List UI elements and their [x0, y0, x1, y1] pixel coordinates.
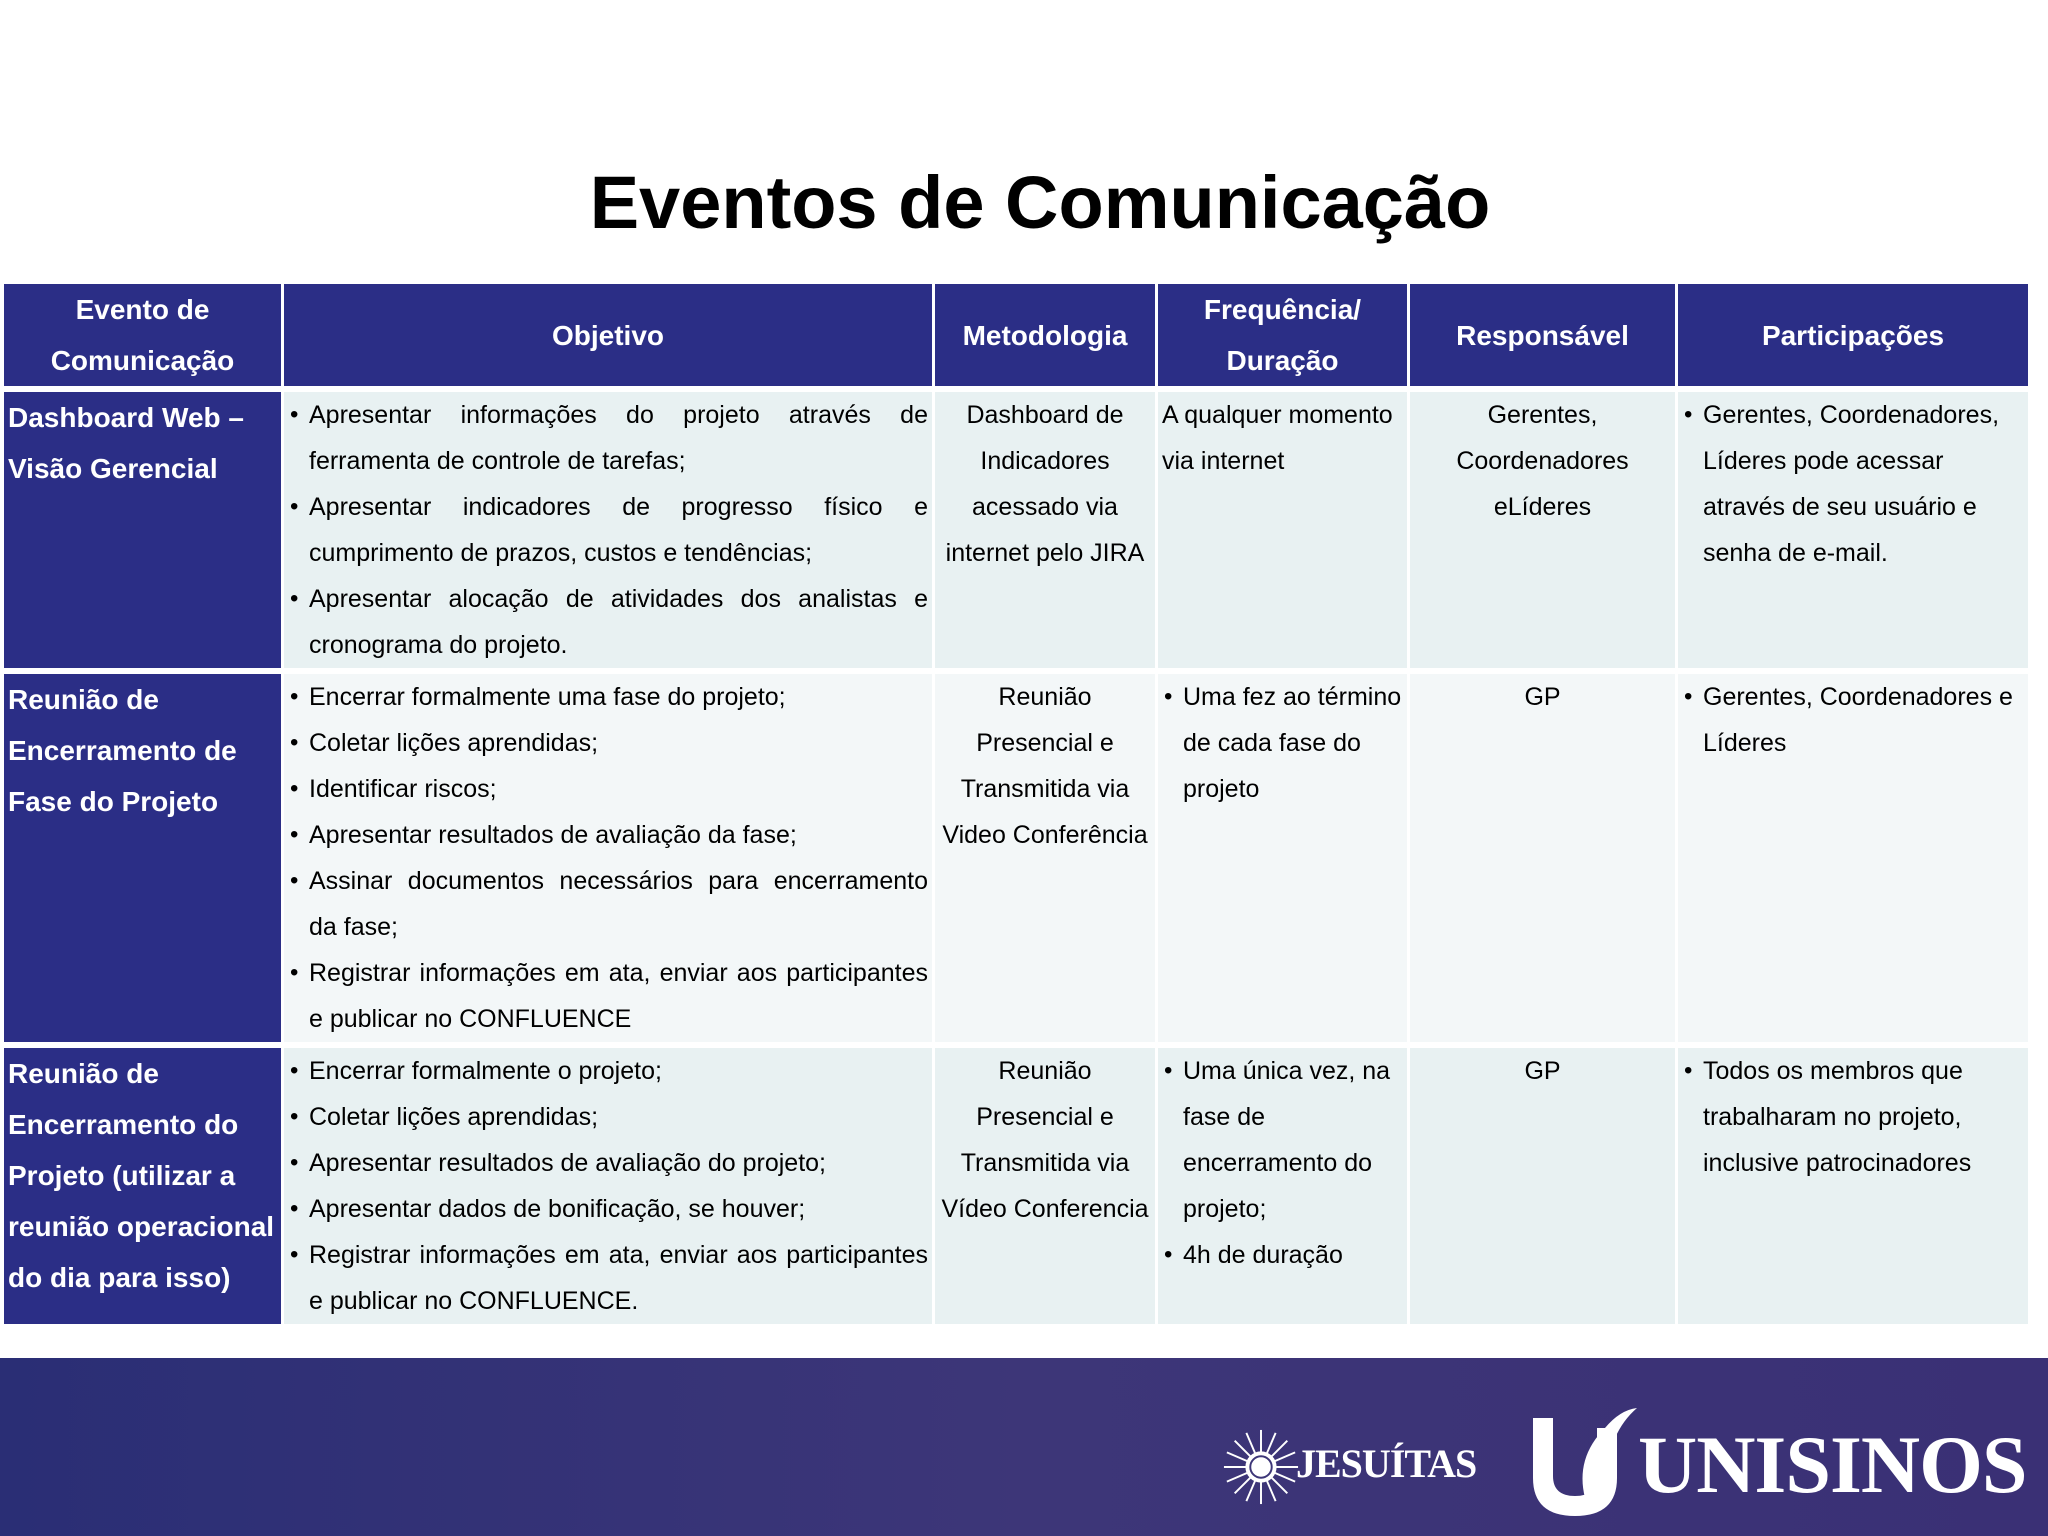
participants-list [1682, 674, 2024, 766]
row-objetivo [284, 1042, 935, 1324]
list-item: • Gerentes, Coordenadores e Líderes [1682, 674, 2024, 766]
row-responsavel: GP [1410, 1042, 1678, 1324]
list-item: • Encerrar formalmente o projeto; [288, 1048, 928, 1094]
list-item: • Identificar riscos; [288, 766, 928, 812]
unisinos-wordmark: UNISINOS [1638, 1419, 2027, 1510]
header-evento: Evento de Comunicação [4, 284, 284, 386]
header-frequencia: Frequência/ Duração [1158, 284, 1410, 386]
row-metodologia: Reunião Presencial e Transmitida via Vídeo Conferencia [935, 1042, 1158, 1324]
list-item: • Uma fez ao término de cada fase do projeto [1162, 674, 1403, 812]
table-header-row [4, 284, 2028, 386]
row-participacoes [1678, 668, 2028, 1042]
list-item: • Coletar lições aprendidas; [288, 720, 928, 766]
list-item: • Apresentar informações do projeto através de ferramenta de controle de tarefas; [288, 392, 928, 484]
header-responsavel: Responsável [1410, 284, 1678, 386]
table-row [4, 1042, 2028, 1324]
unisinos-u-logo-icon [1525, 1398, 1645, 1523]
row-frequencia [1158, 1042, 1410, 1324]
list-item: • Apresentar indicadores de progresso físico e cumprimento de prazos, custos e tendências; [288, 484, 928, 576]
list-item: • Todos os membros que trabalharam no projeto, inclusive patrocinadores [1682, 1048, 2024, 1186]
jesuit-seal-icon [1222, 1428, 1300, 1506]
row-event-name: Reunião de Encerramento do Projeto (utilizar a reunião operacional do dia para isso) [4, 1042, 284, 1324]
frequency-list [1162, 1048, 1403, 1278]
objective-list [288, 1048, 928, 1324]
row-frequencia [1158, 668, 1410, 1042]
list-item: • Uma única vez, na fase de encerramento do projeto; [1162, 1048, 1403, 1232]
row-objetivo [284, 668, 935, 1042]
list-item: • Coletar lições aprendidas; [288, 1094, 928, 1140]
frequency-list [1162, 674, 1403, 812]
row-metodologia: Dashboard de Indicadores acessado via internet pelo JIRA [935, 386, 1158, 668]
participants-list [1682, 392, 2024, 576]
list-item: • Registrar informações em ata, enviar aos participantes e publicar no CONFLUENCE [288, 950, 928, 1042]
row-frequencia: A qualquer momento via internet [1158, 386, 1410, 668]
participants-list [1682, 1048, 2024, 1186]
list-item: • Gerentes, Coordenadores, Líderes pode acessar através de seu usuário e senha de e-mail. [1682, 392, 2024, 576]
footer-band [0, 1358, 2048, 1536]
table-row [4, 668, 2028, 1042]
list-item: • Apresentar alocação de atividades dos analistas e cronograma do projeto. [288, 576, 928, 668]
row-participacoes [1678, 386, 2028, 668]
row-event-name: Dashboard Web – Visão Gerencial [4, 386, 284, 668]
jesuitas-wordmark: JESUÍTAS [1296, 1441, 1477, 1486]
row-participacoes [1678, 1042, 2028, 1324]
header-objetivo: Objetivo [284, 284, 935, 386]
row-event-name: Reunião de Encerramento de Fase do Projeto [4, 668, 284, 1042]
list-item: • Registrar informações em ata, enviar aos participantes e publicar no CONFLUENCE. [288, 1232, 928, 1324]
page-title: Eventos de Comunicação [589, 161, 1491, 244]
objective-list [288, 674, 928, 1042]
header-metodologia: Metodologia [935, 284, 1158, 386]
list-item: • 4h de duração [1162, 1232, 1403, 1278]
header-participacoes: Participações [1678, 284, 2028, 386]
list-item: • Apresentar dados de bonificação, se houver; [288, 1186, 928, 1232]
list-item: • Apresentar resultados de avaliação do projeto; [288, 1140, 928, 1186]
list-item: • Encerrar formalmente uma fase do projeto; [288, 674, 928, 720]
row-objetivo [284, 386, 935, 668]
table-row [4, 386, 2028, 668]
objective-list [288, 392, 928, 668]
list-item: • Assinar documentos necessários para encerramento da fase; [288, 858, 928, 950]
list-item: • Apresentar resultados de avaliação da fase; [288, 812, 928, 858]
communication-events-table [4, 284, 2028, 1324]
row-responsavel: GP [1410, 668, 1678, 1042]
row-metodologia: Reunião Presencial e Transmitida via Video Conferência [935, 668, 1158, 1042]
row-responsavel: Gerentes, Coordenadores eLíderes [1410, 386, 1678, 668]
